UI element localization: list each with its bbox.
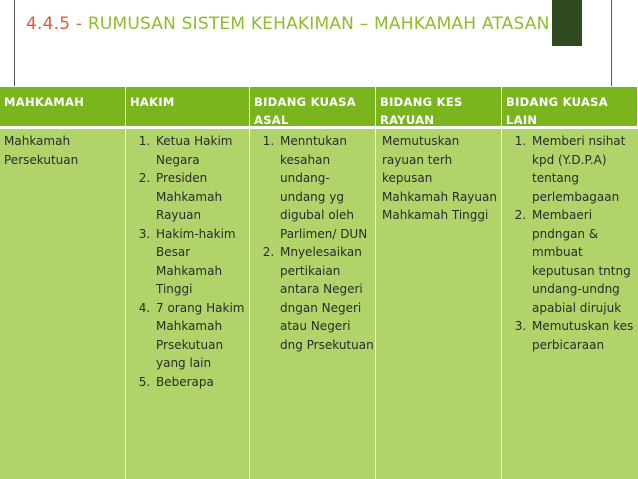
list-item: 2. Membaeri pndngan & mmbuat keputusan tntng undang-undng apabial dirujuk: [530, 206, 638, 317]
header-bidang-kes-rayuan: BIDANG KES RAYUAN: [376, 87, 502, 129]
cell-mahkamah: [0, 129, 126, 479]
header-bidang-kuasa-asal: BIDANG KUASA ASAL: [250, 87, 376, 129]
list-item: 3. Hakim-hakim Besar Mahkamah Tinggi: [154, 225, 249, 299]
list-item: 2. Presiden Mahkamah Rayuan: [154, 169, 249, 225]
list-item: 5. Beberapa: [154, 373, 249, 392]
mahkamah-name: Mahkamah Persekutuan: [4, 134, 79, 167]
list-item: 4. 7 orang Hakim Mahkamah Prsekutuan yang lain: [154, 299, 249, 373]
list-item: 1. Ketua Hakim Negara: [154, 132, 249, 169]
cell-hakim: [126, 129, 250, 479]
title-number: 4.4.5 -: [26, 14, 88, 34]
list-item: 1. Memberi nsihat kpd (Y.D.P.A) tentang perlembagaan: [530, 132, 638, 206]
kes-rayuan-text: Memutuskan rayuan terh kepusan Mahkamah Rayuan Mahkamah Tinggi: [382, 134, 497, 222]
header-mahkamah: MAHKAMAH: [0, 87, 126, 129]
court-summary-table: [0, 87, 638, 479]
cell-kuasa-lain: [502, 129, 638, 479]
list-item: 1. Menntukan kesahan undang-undang yg digubal oleh Parlimen/ DUN: [278, 132, 375, 243]
slide-title: [26, 13, 586, 35]
kuasa-lain-list: [506, 132, 638, 354]
list-item: 2. Mnyelesaikan pertikaian antara Negeri dngan Negeri atau Negeri dng Prsekutuan: [278, 243, 375, 354]
hakim-list: [130, 132, 249, 391]
kuasa-asal-list: [254, 132, 375, 354]
header-hakim: HAKIM: [126, 87, 250, 129]
header-bidang-kuasa-lain: BIDANG KUASA LAIN: [502, 87, 638, 129]
list-item: 3. Memutuskan kes perbicaraan: [530, 317, 638, 354]
title-text: RUMUSAN SISTEM KEHAKIMAN – MAHKAMAH ATASAN: [87, 14, 550, 34]
cell-kes-rayuan: [376, 129, 502, 479]
cell-kuasa-asal: [250, 129, 376, 479]
